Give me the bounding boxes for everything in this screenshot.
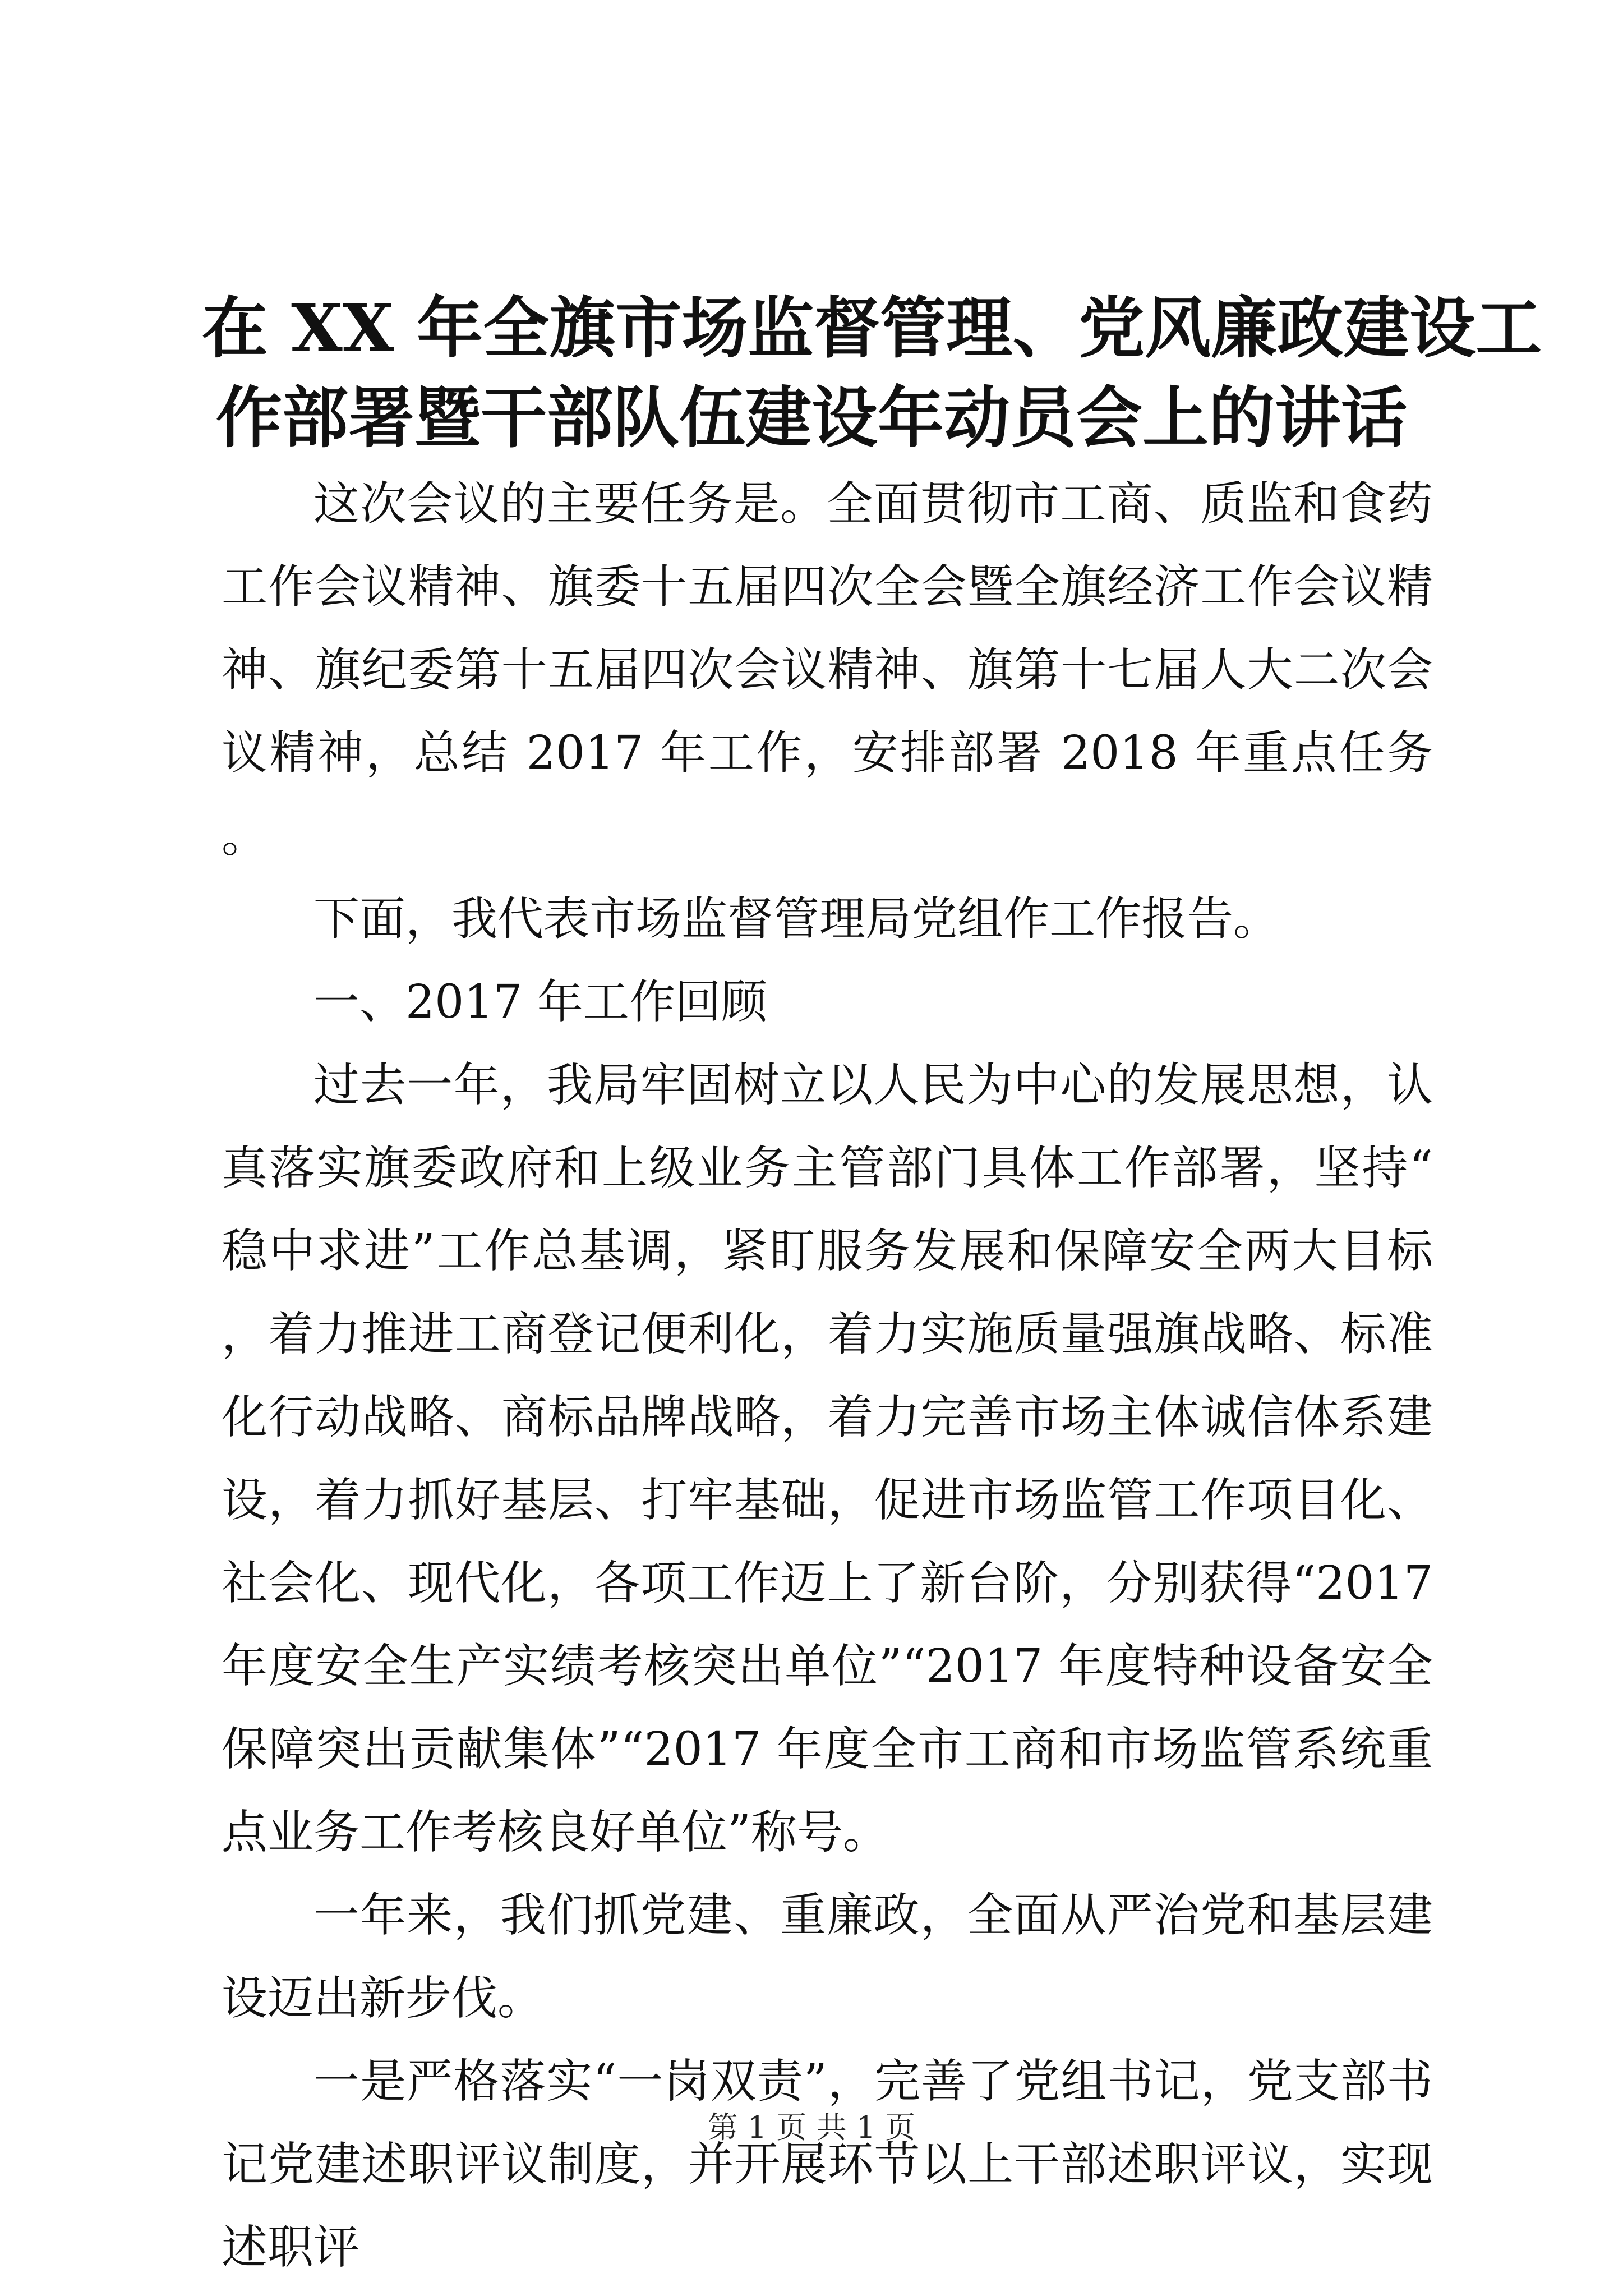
paragraph-party-building: 一年来，我们抓党建、重廉政，全面从严治党和基层建设迈出新步伐。 xyxy=(222,1889,1433,2025)
paragraph-responsibility: 一是严格落实“一岗双责”，完善了党组书记，党支部书记党建述职评议制度，并开展环节以上干部述职评议，实现述职评 xyxy=(222,2055,1433,2274)
section-heading-review: 一、2017 年工作回顾 xyxy=(313,976,767,1029)
document-title xyxy=(202,283,1542,463)
paragraph-year-review: 过去一年，我局牢固树立以人民为中心的发展思想，认真落实旗委政府和上级业务主管部门具体工作部署，坚持“稳中求进”工作总基调，紧盯服务发展和保障安全两大目标，着力推进工商登记便利化，着力实施质量强旗战略、标准化行动战略、商标品牌战略，着力完善市场主体诚信体系建设，着力抓好基层、打牢基础，促进市场监管工作项目化、社会化、现代化，各项工作迈上了新台阶，分别获得“2017 年度安全生产实绩考核突出单位”“2017 年度特种设备安全保障突出贡献集体”“2017 年度全市工商和市场监管系统重点业务工作考核良好单位”称号。 xyxy=(222,1059,1433,1859)
paragraph-meeting-task: 这次会议的主要任务是。全面贯彻市工商、质监和食药工作会议精神、旗委十五届四次全会暨全旗经济工作会议精神、旗纪委第十五届四次会议精神、旗第十七届人大二次会议精神，总结 2017 年工作，安排部署 2018 年重点任务。 xyxy=(222,477,1433,863)
paragraph-report-intro: 下面，我代表市场监督管理局党组作工作报告。 xyxy=(313,892,1280,946)
title-line-2: 作部署暨干部队伍建设年动员会上的讲话 xyxy=(215,379,1407,457)
page-footer: 第 1 页 共 1 页 xyxy=(707,2110,916,2145)
document-body xyxy=(222,463,1433,2289)
title-line-1: 在 XX 年全旗市场监督管理、党风廉政建设工 xyxy=(202,289,1542,367)
